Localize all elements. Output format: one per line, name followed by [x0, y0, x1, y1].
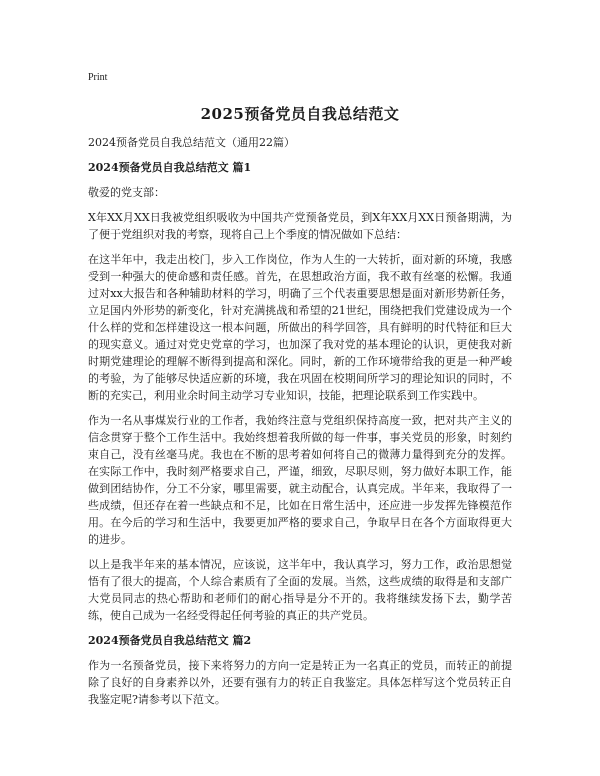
paragraph: 以上是我半年来的基本情况，应该说，这半年中，我认真学习，努力工作，政治思想觉悟有了很大的提高，个人综合素质有了全面的发展。当然，这些成绩的取得是和支部广大党员同志的热心帮助和老师们的耐心指导是分不开的。我将继续发扬下去，勤学苦练，使自己成为一名经受得起任何考验的真正的共产党员。	[88, 558, 512, 622]
paragraph: 作为一名预备党员，接下来将努力的方向一定是转正为一名真正的党员，而转正的前提除了良好的自身素养以外，还要有强有力的转正自我鉴定。具体怎样写这个党员转正自我鉴定呢?请参考以下范文。	[88, 659, 512, 706]
section-heading: 2024预备党员自我总结范文 篇1	[88, 161, 252, 174]
paragraph: 在这半年中，我走出校门，步入工作岗位，作为人生的一大转折，面对新的环境，我感受到一种强大的使命感和责任感。首先，在思想政治方面，我不敢有丝毫的松懈。我通过对xx大报告和各种辅助材料的学习，明确了三个代表重要思想是面对新形势新任务，立足国内外形势的新变化，针对充满挑战和希望的21世纪，围绕把我们党建设成为一个什么样的党和怎样建设这一根本问题，所做出的科学回答，具有鲜明的时代特征和巨大的现实意义。通过对党史党章的学习，也加深了我对党的基本理论的认识，更使我对新时期党建理论的理解不断得到提高和深化。同时，新的工作环境带给我的更是一种严峻的考验，为了能够尽快适应新的环境，我在巩固在校期间所学习的理论知识的同时，不断的充实己，利用业余时间主动学习专业知识，技能，把理论联系到工作实践中。	[88, 253, 512, 402]
paragraph: 作为一名从事煤炭行业的工作者，我始终注意与党组织保持高度一致，把对共产主义的信念贯穿于整个工作生活中。我始终想着我所做的每一件事，事关党员的形象，时刻约束自己，没有丝毫马虎。我也在不断的思考着如何将自己的微薄力量得到充分的发挥。在实际工作中，我时刻严格要求自己，严谨，细致，尽职尽则，努力做好本职工作，能做到团结协作，分工不分家，哪里需要，就主动配合，认真完成。半年来，我取得了一些成绩，但还存在着一些缺点和不足，比如在日常生活中，还应进一步发挥先锋模范作用。在今后的学习和生活中，我要更加严格的要求自己，争取早日在各个方面取得更大的进步。	[88, 414, 512, 546]
document-body	[88, 134, 512, 716]
document-title: 2025预备党员自我总结范文	[200, 105, 400, 123]
print-label: Print	[88, 72, 108, 83]
salutation: 敬爱的党支部：	[88, 186, 165, 199]
paragraph: X年XX月XX日我被党组织吸收为中国共产党预备党员，到X年XX月XX日预备期满，为了便于党组织对我的考察，现将自己上个季度的情况做如下总结：	[88, 211, 512, 241]
document-subtitle: 2024预备党员自我总结范文（通用22篇）	[88, 136, 295, 149]
section-heading: 2024预备党员自我总结范文 篇2	[88, 634, 252, 647]
